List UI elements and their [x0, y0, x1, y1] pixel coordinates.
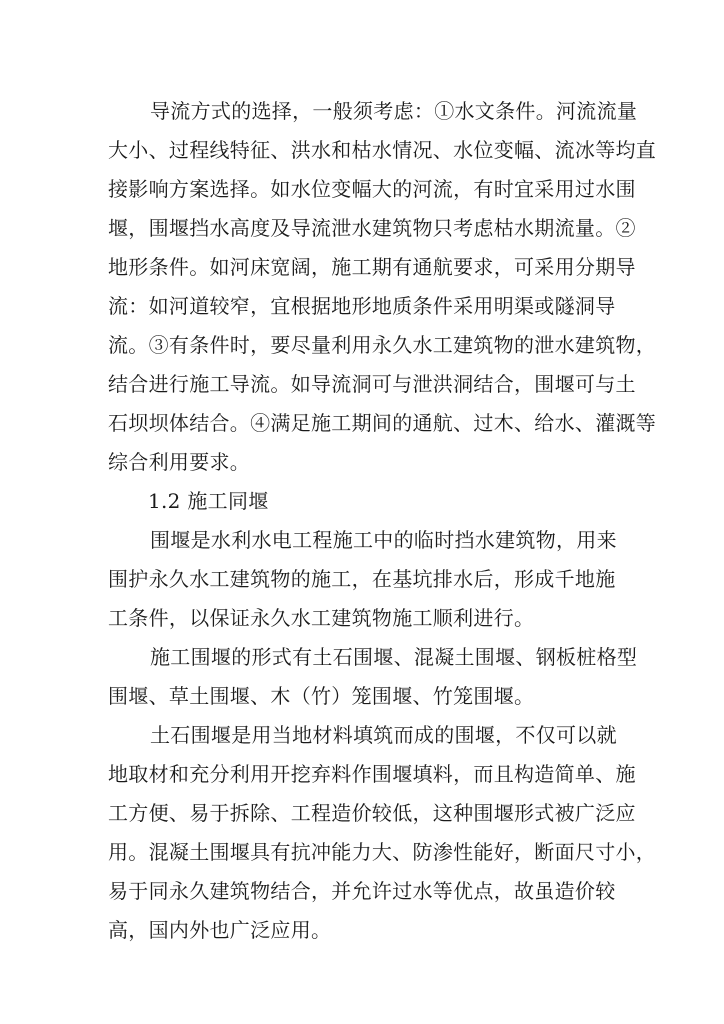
text-line: 接影响方案选择。如水位变幅大的河流，有时宜采用过水围	[108, 177, 636, 201]
text-line: 工方便、易于拆除、工程造价较低，这种围堰形式被广泛应	[108, 801, 636, 825]
text-line: 导流方式的选择，一般须考虑：①水文条件。河流流量	[150, 99, 638, 123]
text-line: 结合进行施工导流。如导流洞可与泄洪洞结合，围堰可与土	[108, 372, 636, 396]
text-line: 综合利用要求。	[108, 450, 251, 474]
section-heading: 1.2 施工同堰	[148, 489, 269, 513]
text-line: 土石围堰是用当地材料填筑而成的围堰，不仅可以就	[150, 723, 617, 747]
text-line: 用。混凝土围堰具有抗冲能力大、防渗性能好，断面尺寸小，	[108, 840, 657, 864]
text-line: 石坝坝体结合。④满足施工期间的通航、过木、给水、灌溉等	[108, 411, 657, 435]
text-line: 围护永久水工建筑物的施工，在基坑排水后，形成千地施	[108, 567, 616, 591]
text-line: 易于同永久建筑物结合，并允许过水等优点，故虽造价较	[108, 879, 616, 903]
text-line: 地取材和充分利用开挖弃料作围堰填料，而且构造简单、施	[108, 762, 636, 786]
text-line: 施工围堰的形式有土石围堰、混凝土围堰、钢板桩格型	[150, 645, 638, 669]
text-line: 流。③有条件时，要尽量利用永久水工建筑物的泄水建筑物，	[108, 333, 657, 357]
text-line: 围堰、草土围堰、木（竹）笼围堰、竹笼围堰。	[108, 684, 535, 708]
text-line: 工条件，以保证永久水工建筑物施工顺利进行。	[108, 606, 535, 630]
text-line: 高，国内外也广泛应用。	[108, 918, 332, 942]
text-line: 大小、过程线特征、洪水和枯水情况、水位变幅、流冰等均直	[108, 138, 657, 162]
text-line: 堰，围堰挡水高度及导流泄水建筑物只考虑枯水期流量。②	[108, 216, 636, 240]
text-line: 流：如河道较窄，宜根据地形地质条件采用明渠或隧洞导	[108, 294, 616, 318]
text-line: 地形条件。如河床宽阔，施工期有通航要求，可采用分期导	[108, 255, 636, 279]
text-line: 围堰是水利水电工程施工中的临时挡水建筑物，用来	[150, 528, 617, 552]
